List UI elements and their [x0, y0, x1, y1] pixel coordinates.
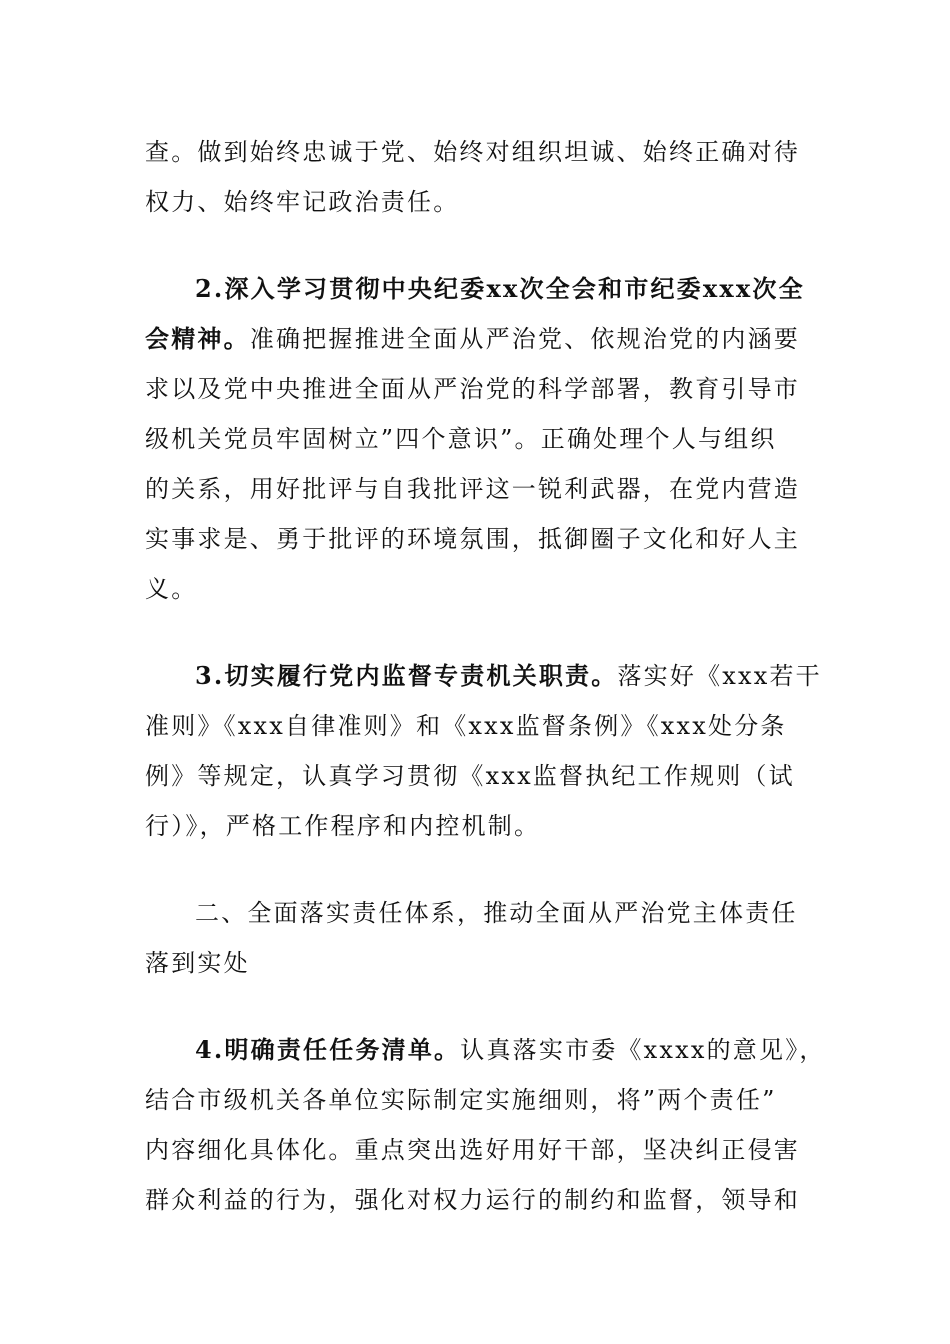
text-line — [145, 1125, 810, 1175]
body-text: 查。做到始终忠诚于党、始终对组织坦诚、始终正确对待 — [145, 138, 800, 166]
body-text: 结合市级机关各单位实际制定实施细则，将”两个责任” — [145, 1086, 777, 1114]
paragraph — [145, 264, 810, 614]
text-line — [145, 177, 810, 227]
document-page — [145, 127, 826, 1225]
text-line — [145, 364, 810, 414]
text-line — [145, 801, 810, 851]
body-text: 落到实处 — [145, 949, 250, 977]
bold-heading-text: 4.明确责任任务清单。 — [195, 1035, 461, 1064]
body-text: 认真落实市委《xxxx的意见》， — [460, 1036, 826, 1064]
body-text: 求以及党中央推进全面从严治党的科学部署，教育引导市 — [145, 375, 800, 403]
text-line — [145, 938, 810, 988]
text-line — [145, 314, 810, 364]
text-line — [145, 651, 822, 701]
text-line — [145, 888, 810, 938]
body-text: 内容细化具体化。重点突出选好用好干部，坚决纠正侵害 — [145, 1136, 800, 1164]
text-line — [145, 514, 810, 564]
text-line — [145, 701, 810, 751]
body-text: 权力、始终牢记政治责任。 — [145, 188, 460, 216]
text-line — [145, 464, 810, 514]
bold-heading-text: 2.深入学习贯彻中央纪委xx次全会和市纪委xxx次全 — [195, 274, 805, 303]
body-text: 群众利益的行为，强化对权力运行的制约和监督，领导和 — [145, 1186, 800, 1214]
body-text: 准确把握推进全面从严治党、依规治党的内涵要 — [249, 325, 801, 353]
body-text: 落实好《xxx若干 — [617, 662, 822, 690]
text-line — [145, 1025, 826, 1075]
body-text: 二、全面落实责任体系，推动全面从严治党主体责任 — [195, 899, 798, 927]
text-line — [145, 1175, 810, 1225]
body-text: 行）》，严格工作程序和内控机制。 — [145, 812, 541, 840]
text-line — [145, 751, 810, 801]
body-text: 实事求是、勇于批评的环境氛围，抵御圈子文化和好人主 — [145, 525, 800, 553]
body-text: 义。 — [145, 575, 198, 603]
paragraph — [145, 651, 822, 851]
bold-heading-text: 3.切实履行党内监督专责机关职责。 — [195, 661, 618, 690]
body-text: 例》等规定，认真学习贯彻《xxx监督执纪工作规则（试 — [145, 762, 795, 790]
text-line — [145, 564, 810, 614]
body-text: 准则》《xxx自律准则》和《xxx监督条例》《xxx处分条 — [145, 712, 787, 740]
text-line — [145, 1075, 810, 1125]
body-text: 的关系，用好批评与自我批评这一锐利武器，在党内营造 — [145, 475, 800, 503]
body-text: 级机关党员牢固树立”四个意识”。正确处理个人与组织 — [145, 425, 777, 453]
paragraph — [145, 888, 810, 988]
text-line — [145, 127, 810, 177]
bold-heading-text: 会精神。 — [145, 324, 250, 353]
paragraph — [145, 127, 810, 227]
text-line — [145, 414, 810, 464]
paragraph — [145, 1025, 826, 1225]
text-line — [145, 264, 810, 314]
